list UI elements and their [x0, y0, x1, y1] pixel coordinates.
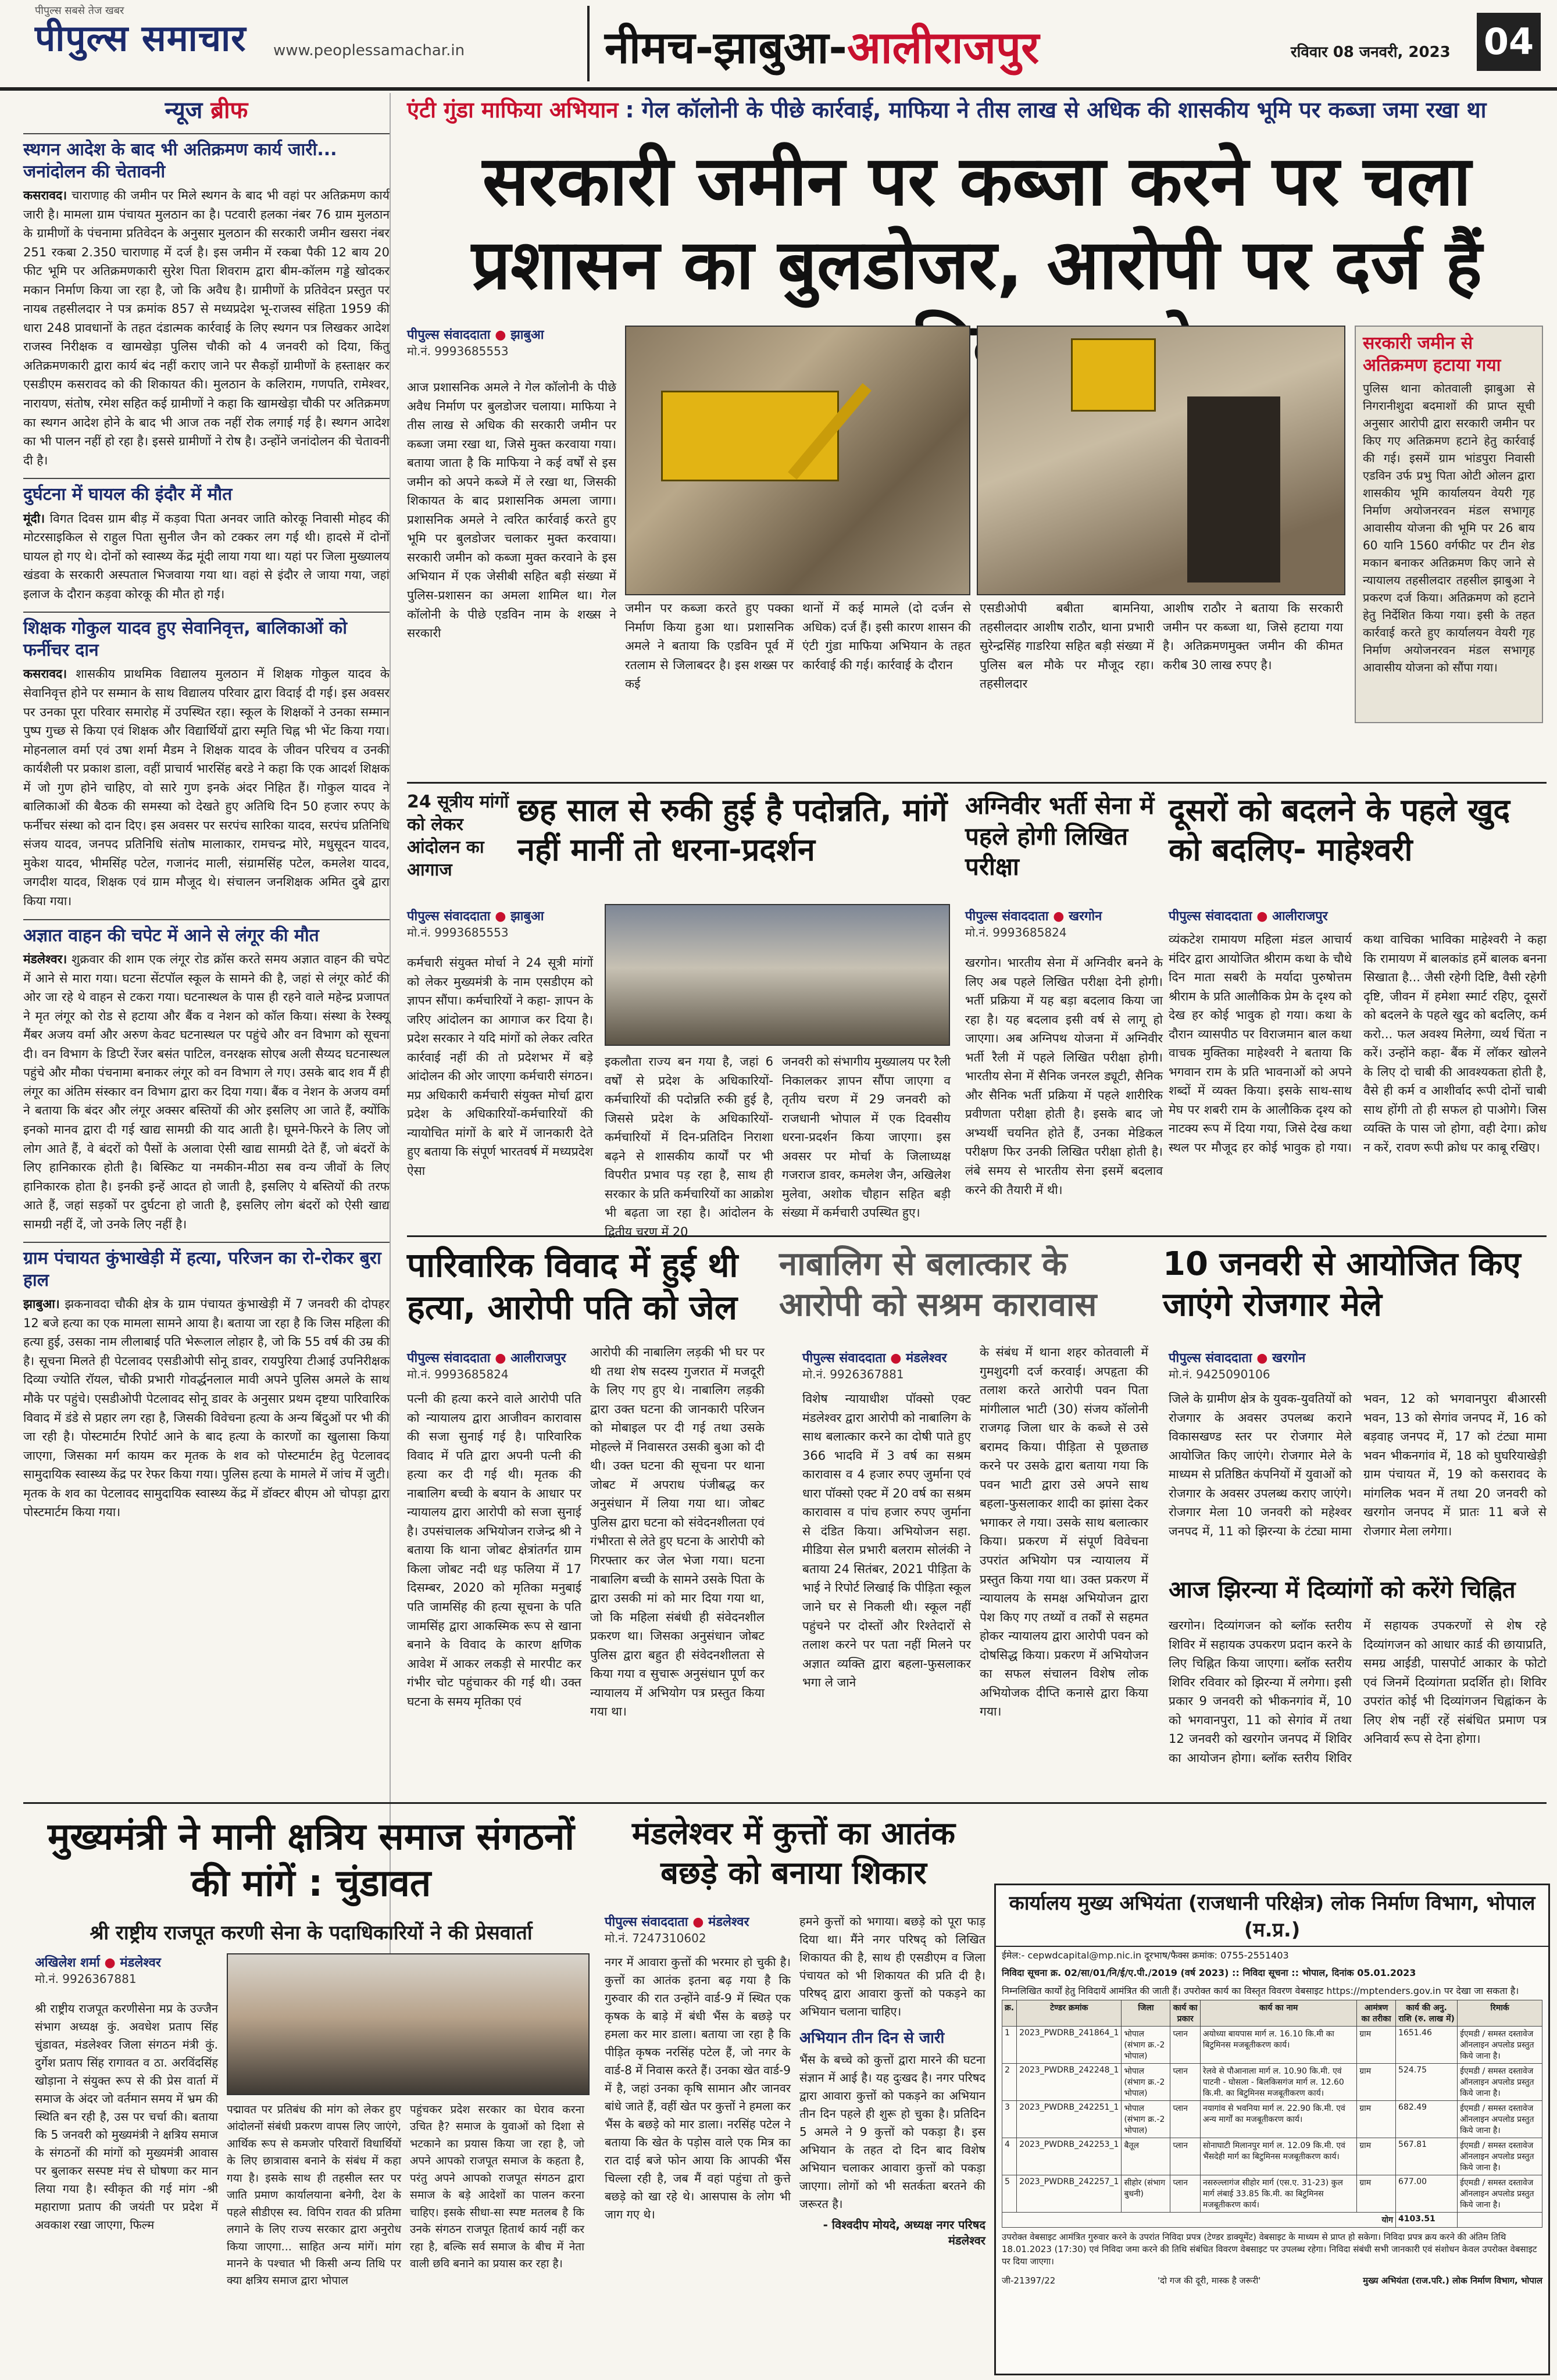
promotion-byline: पीपुल्स संवाददाता ● झाबुआ मो.नं. 9993685553 — [407, 909, 544, 939]
hatya-body-1: पत्नी की हत्या करने वाले आरोपी पति को न्यायालय द्वारा आजीवन कारावास की सजा सुनाई गई है। पारिवारिक विवाद में पति द्वारा अपनी पत्नी की हत्या कर दी गई थी। मृतक की नाबालिग बच्ची के बयान के आधार पर न्यायालय द्वारा आरोपी को सजा सुनाई है। उपसंचालक अभियोजन राजेन्द्र श्री ने बताया कि थाना जोबट क्षेत्रांतर्गत ग्राम किला जोबट नदी धड़ फलिया में 17 दिसम्बर, 2020 को मृतिका मनुबाई पति जामसिंह की हत्या सूचना के पति जामसिंह द्वारा आकस्मिक रूप से खाना बनाने के विवाद के कारण क्षणिक आवेश में आकर लकड़ी से मारपीट कर गंभीर चोट पहुंचाकर की गई थी। उक्त घटना के समय मृतिका एवं — [407, 1392, 581, 1709]
brief-body: विगत दिवस ग्राम बीड़ में कड़वा पिता अनवर जाति कोरकू निवासी मोहद की मोटरसाइकिल से राहुल पिता सुनील जैन को टक्कर लग गई थी। हादसे में दोनों घायल हो गए थे। दोनों को स्वास्थ्य केंद्र मूंदी लाया गया था। यहां पर जिला मुख्यालय खंडवा के सरकारी अस्पताल भिजवाया गया था। वहां से इंदौर ले जाया गया, जहां इलाज के दौरान कड़वा कोरकू की मौत हो गई। — [23, 511, 390, 601]
brief-text — [23, 186, 390, 470]
divider — [407, 1235, 1547, 1237]
tender-contact: ईमेल:- cepwdcapital@mp.nic.in दूरभाष/फैक्स क्रमांक: 0755-2551403 — [1002, 1950, 1289, 1961]
tender-cell: ग्राम — [1357, 2027, 1396, 2064]
tender-cell: ग्राम — [1357, 2064, 1396, 2101]
tender-table-header — [1002, 2000, 1542, 2027]
tender-cell: 1 — [1002, 2027, 1017, 2064]
tender-row — [1002, 2027, 1542, 2064]
website-url[interactable]: www.peoplessamachar.in — [273, 42, 465, 59]
tender-number: निविदा सूचना क्र. 02/सा/01/नि/ई/ए.पी./2019 (वर्ष 2023) :: निविदा सूचना :: भोपाल, दिनांक 05.01.2023 — [1002, 1967, 1416, 1979]
tender-cell: 2023_PWDRB_242251_1 — [1017, 2101, 1122, 2138]
tender-row — [1002, 2064, 1542, 2101]
tender-column-header: कार्य की अनु. राशि (रु. लाख में) — [1396, 2000, 1458, 2027]
maheshwari-byline: पीपुल्स संवाददाता ● आलीराजपुर — [1169, 909, 1328, 924]
brief-heading[interactable]: अज्ञात वाहन की चपेट में आने से लंगूर की मौत — [23, 919, 390, 947]
brief-heading[interactable]: दुर्घटना में घायल की इंदौर में मौत — [23, 478, 390, 506]
tender-cell: अयोध्या बायपास मार्ग ल. 16.10 कि.मी का बिटुमिनस मजबूतीकरण कार्य। — [1200, 2027, 1356, 2064]
brief-list — [23, 133, 390, 1522]
kutte-right-col — [799, 1913, 985, 2248]
byline: पीपुल्स संवाददाता ● झाबुआ — [407, 328, 544, 342]
rojgar-headline[interactable]: 10 जनवरी से आयोजित किए जाएंगे रोजगार मेले — [1163, 1245, 1521, 1324]
tender-cell: ग्राम — [1357, 2101, 1396, 2138]
tender-cell: रेलवे से पौआनाला मार्ग ल. 10.90 कि.मी. एवं पाटनी - घोसला - बिलकिसगंज मार्ग ल. 12.60 कि.मी. का बिटुमिनस मजबूतीकरण कार्य। — [1200, 2064, 1356, 2101]
tender-cell: 682.49 — [1396, 2101, 1458, 2138]
lead-byline-block — [407, 326, 616, 359]
kicker-tag: एंटी गुंडा माफिया अभियान — [407, 97, 619, 123]
agniveer-byline: पीपुल्स संवाददाता ● खरगोन मो.नं. 9993685824 — [965, 909, 1102, 939]
tender-slogan: 'दो गज की दूरी, मास्क है जरूरी' — [1157, 2275, 1261, 2286]
brief-body: शासकीय प्राथमिक विद्यालय मुलठान में शिक्षक गोकुल यादव के सेवानिवृत्त होने पर सम्मान के साथ विद्यालय परिवार द्वारा विदाई दी गई। इस अवसर पर उनका पूरा परिवार समारोह में उपस्थित रहा। स्कूल के शिक्षकों ने उनका सम्मान पुष्प गुच्छ से किया एवं शिक्षक और विद्यार्थियों द्वारा स्मृति चिह्न भी भेंट किया गया। मोहनलाल वर्मा एवं उषा शर्मा मैडम ने शिक्षक यादव के जीवन परिचय व उनकी कार्यशैली पर प्रकाश डाला, वहीं प्राचार्य भारसिंह बरडे ने कहा कि एक आदर्श शिक्षक में जो गुण होने चाहिए, वो सारे गुण इनके अंदर निहित हैं। गोकुल यादव ने बालिकाओं की बैठक की समस्या को देखते हुए अतिथि दिन 50 हजार रुपए के फर्नीचर संस्था को दान दिए। इस अवसर पर सरपंच सारिका यादव, सरपंच प्रतिनिधि संजय यादव, जनपद प्रतिनिधि संतोष मालाकार, रामचन्द्र मोरे, मधुसूदन यादव, मुकेश यादव, भीमसिंह पटेल, गजानंद माली, संग्रामसिंह पटेल, कमलेश यादव, जगदीश यादव, शिक्षक एवं ग्राम मौजूद थे। संचालन जनशिक्षक अमित दुबे द्वारा किया गया। — [23, 667, 390, 908]
lead-kicker — [407, 94, 1547, 135]
tender-cell: ईएमडी / समस्त दस्तावेज ऑनलाइन अपलोड प्रस्तुत किये जाना है। — [1458, 2101, 1542, 2138]
brief-heading[interactable]: ग्राम पंचायत कुंभाखेड़ी में हत्या, परिजन का रो-रोकर बुरा हाल — [23, 1242, 390, 1291]
tender-row — [1002, 2101, 1542, 2138]
tender-column-header: रिमार्क — [1458, 2000, 1542, 2027]
brief-place: कसरावद। — [23, 667, 67, 681]
logo-tagline: पीपुल्स सबसे तेज खबर — [35, 5, 124, 17]
kutte-body-3: भैंस के बच्चे को कुत्तों द्वारा मारने की घटना संज्ञान में आई है। यह दुःखद है। नगर परिषद द्वारा आवारा कुत्तों को पकड़ने का अभियान तीन दिन पहले ही शुरू हो चुका है। प्रतिदिन 5 अमले ने 9 कुत्तों को पकड़ा है। इस अभियान के तहत दो दिन बाद विशेष अभियान चलाकर आवारा कुत्तों को पकड़ा जाएगा। लोगों को भी सतर्कता बरतने की जरूरत है। — [799, 2053, 985, 2211]
hatya-headline[interactable]: पारिवारिक विवाद में हुई थी हत्या, आरोपी पति को जेल — [407, 1245, 738, 1327]
brief-place: झाबुआ। — [23, 1297, 60, 1311]
hatya-byline: पीपुल्स संवाददाता ● आलीराजपुर मो.नं. 9993685824 — [407, 1351, 566, 1381]
promotion-body-3: जनवरी को संभागीय मुख्यालय पर रैली निकालकर ज्ञापन सौंपा जाएगा व तृतीय चरण में 29 जनवरी को राजधानी भोपाल में एक दिवसीय धरना-प्रदर्शन किया जाएगा। इस अवसर पर मोर्चा के जिलाध्यक्ष गजराज डावर, कमलेश जैन, अखिलेश मुलेवा, अशोक चौहान सहित बड़ी संख्या में कर्मचारी उपस्थित हुए। — [782, 1055, 951, 1220]
sidebox-text: पुलिस थाना कोतवाली झाबुआ से निगरानीशुदा बदमाशों की प्राप्त सूची अनुसार आरोपी द्वारा सरकारी जमीन पर किए गए अतिक्रमण हटाने हेतु कार्रवाई की गई। इसमें ग्राम भांडपुरा निवासी एडविन उर्फ प्रभु पिता ओटी ओलन द्वारा शासकीय भूमि कार्यालयन वेयरी गृह निर्माण अयोजनरवन मंडल सभागृह आवासीय योजना की भूमि पर 26 बाय 60 यानि 1560 वर्गफीट पर टीन शेड मकान बनाकर अतिक्रमण किए जाने से न्यायालय तहसीलदार तहसील झाबुआ ने प्रकरण दर्ज किया। अतिक्रमण को हटाने हेतु निर्देशित किया गया। इसी के तहत कार्रवाई करते हुए कार्यालयन वेयरी गृह निर्माण अयोजनरवन मंडल सभागृह आवासीय योजना को सौंपा गया। — [1363, 381, 1535, 674]
brief-text — [23, 664, 390, 910]
lead-sidebox — [1355, 326, 1543, 723]
tender-notice — [994, 1884, 1550, 2375]
brief-body: झकनावदा चौकी क्षेत्र के ग्राम पंचायत कुंभाखेड़ी में 7 जनवरी की दोपहर 12 बजे हत्या का एक मामला सामने आया है। बताया जा रहा है कि जिस महिला की हत्या हुई, उसका नाम लीलाबाई पति भेरूलाल लोहार है, जो कि 55 वर्ष की उम्र की है। सूचना मिलते ही पेटलावद एसडीओपी सोनू डावर, रायपुरिया टीआई उपनिरीक्षक दिव्या ज्योति रॉयल, चौकी प्रभारी गोवर्द्धनलाल मावी अपने पुलिस अमले के साथ मौके पर पहुंचे। एसडीओपी पेटलावद सोनू डावर के अनुसार प्रथम दृष्टया पारिवारिक विवाद में डंडे से प्रहार लग रहा है, जिसकी विवेचना हत्या के अन्य बिंदुओं पर भी की जा रही है। पोस्टमार्टम रिपोर्ट आने के बाद हत्या के कारणों का खुलासा किया जाएगा, जिसका मर्ग कायम कर मृतक के शव को पोस्टमार्टम हेतु पेटलावद सामुदायिक स्वास्थ्य केंद्र पर रेफर किया गया। पुलिस हत्या के मामले में जांच में जुटी। मृतक के शव का पेटलावद सामुदायिक स्वास्थ्य केंद्र में डॉक्टर बीएम ओ चोपड़ा द्वारा पोस्टमार्टम किया गया। — [23, 1297, 390, 1520]
tender-cell: 4 — [1002, 2138, 1017, 2175]
tender-cell: सीहोर (संभाग बुधनी) — [1122, 2175, 1170, 2213]
promotion-body-1: कर्मचारी संयुक्त मोर्चा ने 24 सूत्री मांगों को लेकर मुख्यमंत्री के नाम एसडीएम को ज्ञापन सौंपा। कर्मचारियों ने कहा- ज्ञापन के जरिए आंदोलन का आगाज कर दिया है। प्रदेश सरकार ने यदि मांगों को लेकर त्वरित कार्रवाई नहीं की तो प्रदेशभर में बड़े आंदोलन की ओर जाएगा कर्मचारी संगठन। मप्र अधिकारी कर्मचारी संयुक्त मोर्चा द्वारा प्रदेश के अधिकारियों-कर्मचारियों की न्यायोचित मांगों के बारे में जानकारी देते हुए बताया कि संपूर्ण भारतवर्ष में मध्यप्रदेश ऐसा — [407, 956, 593, 1178]
karni-subhead: श्री राष्ट्रीय राजपूत करणी सेना के पदाधिकारियों ने की प्रेसवार्ता — [90, 1921, 533, 1945]
brief-text — [23, 509, 390, 604]
maheshwari-body: व्यंकटेश रामायण महिला मंडल आचार्य मंदिर द्वारा आयोजित श्रीराम कथा के चौथे दिन माता सबरी के मर्यादा पुरुषोत्तम श्रीराम के प्रति आलौकिक प्रेम के दृश्य को देख हर कोई भावुक हो गया। कथा के दौरान व्यासपीठ पर विराजमान बाल कथा वाचक मुक्तिका माहेश्वरी ने बताया कि भगवान राम के प्रति भावनाओं को अपने शब्दों में व्यक्त किया। इसके साथ-साथ मेघ पर शबरी राम के आलौकिक दृश्य को नाटक्य रूप में दिया गया, जिसे देख कथा स्थल पर मौजूद हर कोई भावुक हो गया। कथा वाचिका भाविका माहेश्वरी ने कहा कि रामायण में बालकांड हमें बालक बनना सिखाता है... जैसी रहेगी दिष्टि, वैसी रहेगी दृष्टि, जीवन में हमेशा स्मार्ट रहिए, दूसरों को बदलने के पहले खुद को बदलिए, कर्म करो... फल अवश्य मिलेगा, व्यर्थ चिंता न करें। उन्होंने कहा- बैंक में लॉकर खोलने के लिए दो चाबी की आवश्यकता होती है, वैसे ही कर्म व आशीर्वाद रूपी दोनों चाबी साथ होंगी तो ही सफल हो पाओगे। जिस व्यक्ति के पास जो होगा, वही देगा। क्रोध न करें, रावण रूपी क्रोध पर काबू रखिए। — [1169, 932, 1547, 1155]
lead-body: आज प्रशासनिक अमले ने गेल कॉलोनी के पीछे अवैध निर्माण पर बुलडोजर चलाया। माफिया ने तीस लाख से अधिक की सरकारी जमीन पर कब्जा जमा रखा था, जिसे मुक्त करवाया गया। बताया जाता है कि माफिया ने कई वर्षों से इस जमीन को अपने कब्जे में ले रखा था, जिसकी शिकायत के बाद प्रशासनिक अमला जागा। प्रशासनिक अमले ने त्वरित कार्रवाई करते हुए भूमि पर बुलडोजर चलाकर मुक्त करवाया। सरकारी जमीन को कब्जा मुक्त करवाने के इस अभियान में एक जेसीबी सहित बड़ी संख्या में पुलिस-प्रशासन का अमला शामिल था। गेल कॉलोनी के पीछे एडविन नाम के शख्स ने सरकारी — [407, 380, 616, 641]
brief-place: मंडलेश्वर। — [23, 952, 67, 967]
nabalig-body-1: विशेष न्यायाधीश पॉक्सो एक्ट मंडलेश्वर द्वारा आरोपी को नाबालिग के साथ बलात्कार करने का दोषी पाते हुए 366 भादवि में 3 वर्ष का सश्रम कारावास व 4 हजार रुपए जुर्माना एवं धारा पॉक्सो एक्ट में 20 वर्ष का सश्रम कारावास व पांच हजार रुपए जुर्माना से दंडित किया। अभियोजन सहा. मीडिया सेल प्रभारी बलराम सोलंकी ने बताया 24 सितंबर, 2021 पीड़िता के भाई ने रिपोर्ट लिखाई कि पीड़िता स्कूल जाने घर से निकली थी। स्कूल नहीं पहुंचने पर दोस्तों और रिश्तेदारों से तलाश करने पर पता नहीं मिलने पर अज्ञात व्यक्ति द्वारा बहला-फुसलाकर भगा ले जाने — [802, 1392, 971, 1690]
tender-cell: प्लान — [1170, 2175, 1200, 2213]
brief-place: कसरावद। — [23, 188, 67, 202]
brief-body: चाराणाह की जमीन पर मिले स्थगन के बाद भी वहां पर अतिक्रमण कार्य जारी है। मामला ग्राम पंचायत मुलठान का है। पटवारी हलका नंबर 76 ग्राम मुलठान के ग्रामीणों के पंचनामा प्रतिवेदन के अनुसार मुलठान की सरकारी जमीन खसरा नंबर 251 रकबा 2.350 चाराणाह में दर्ज है। इस जमीन में रकबा पैकी 12 बाय 20 फीट भूमि पर अतिक्रमणकारी सुरेश पिता शिवराम द्वारा बीम-कॉलम गड्डे खोदकर मकान निर्माण किया जा रहा है, जो कि अवैध है। ग्रामीणों के प्रतिवेदन प्रस्तुत पर नायब तहसीलदार ने पत्र क्रमांक 857 से मध्यप्रदेश भू-राजस्व संहिता 1959 की धारा 248 प्रावधानों के तहत दंडात्मक कार्रवाई के लिए स्थगन पत्र लिखकर आदेश राजस्व निरीक्षक व खामखेड़ा पुलिस चौकी को 4 जनवरी को दिया, किंतु अतिक्रमणकारी द्वारा कार्य बंद नहीं कराए जाने पर सैकड़ों ग्रामीणों के हस्ताक्षर कर एसडीएम कसरावद को की शिकायत की। मुलठान के कलिराम, गणपति, रामेश्वर, नारायण, संतोष, रमेश सहित कई ग्रामीणों ने कहा कि खामखेड़ा चौकी पर अतिक्रमण का स्थगन आदेश होने के बाद भी आज तक नहीं रोक लगाई गई है। स्थगन आदेश का भी पालन नहीं हो रहा है। इससे ग्रामीणों ने रोष है। उन्होंने जनांदोलन की चेतावनी दी है। — [23, 188, 390, 467]
tender-cell: भोपाल (संभाग क्र.-2 भोपाल) — [1122, 2101, 1170, 2138]
kutte-quote-by: - विश्वदीप मोयदे, अध्यक्ष नगर परिषद मंडलेश्वर — [823, 2218, 985, 2247]
nabalig-body-2: के संबंध में थाना शहर कोतवाली में गुमशुदगी दर्ज करवाई। अपहृता की तलाश करते आरोपी पवन पिता मांगीलाल भाटी (30) संजय कॉलोनी राजगढ़ जिला धार के कब्जे से उसे बरामद किया। पीड़िता से पूछताछ करने पर उसके द्वारा बताया गया कि पवन भाटी द्वारा उसे अपने साथ बहला-फुसलाकर शादी का झांसा देकर भगाकर ले गया। उसके साथ बलात्कार किया। प्रकरण में संपूर्ण विवेचना उपरांत अभियोग पत्र न्यायालय में प्रस्तुत किया गया था। उक्त प्रकरण में न्यायालय के समक्ष अभियोजन द्वारा पेश किए गए तथ्यों व तर्कों से सहमत होकर न्यायालय द्वारा आरोपी पवन को दोषसिद्ध किया। प्रकरण में अभियोजन का सफल संचालन विशेष लोक अभियोजक दीप्ति कनासे द्वारा किया गया। — [980, 1345, 1148, 1719]
dateline: रविवार 08 जनवरी, 2023 — [1291, 44, 1451, 61]
bulldozer-photo — [625, 326, 970, 595]
tender-cell: ईएमडी / समस्त दस्तावेज ऑनलाइन अपलोड प्रस्तुत किये जाना है। — [1458, 2027, 1542, 2064]
masthead — [0, 0, 1557, 91]
sidebox-heading: सरकारी जमीन से अतिक्रमण हटाया गया — [1363, 333, 1501, 376]
nabalig-headline[interactable]: नाबालिग से बलात्कार के आरोपी को सश्रम कारावास — [779, 1245, 1097, 1324]
demolition-photo — [977, 326, 1345, 595]
maheshwari-headline[interactable]: दूसरों को बदलने के पहले खुद को बदलिए- माहेश्वरी — [1169, 792, 1510, 868]
kutte-byline: पीपुल्स संवाददाता ● मंडलेश्वर मो.नं. 7247310602 — [605, 1915, 749, 1945]
agniveer-headline[interactable]: अग्निवीर भर्ती सेना में पहले होगी लिखित परीक्षा — [965, 791, 1155, 881]
lead-caption-4: आशीष राठौर ने बताया कि सरकारी जमीन पर कब्जा था, जिसे हटाया गया है। अतिक्रमणमुक्त जमीन की कीमत करीब 30 लाख रुपए है। — [1163, 601, 1343, 672]
tender-cell: 2 — [1002, 2064, 1017, 2101]
protest-photo — [605, 904, 950, 1046]
tender-cell: 5 — [1002, 2175, 1017, 2213]
lead-caption-3: एसडीओपी बबीता बामनिया, तहसीलदार आशीष राठौर, थाना प्रभारी सुरेन्द्रसिंह गाडरिया सहित बड़ी संख्या में पुलिस बल मौके पर मौजूद रहा। तहसीलदार — [980, 601, 1154, 691]
karni-body-2: पद्मावत पर प्रतिबंध की मांग को लेकर हुए आंदोलनों संबंधी प्रकरण वापस लिए जाएंगे, आर्थिक रूप से कमजोर परिवारों विधार्थियों के लिए छात्रावास बनाने के संबंध में कहा गया है। इसके साथ ही तहसील स्तर पर जाति प्रमाण कार्यालयाना बनेगी, देश के पहले सीडीएस स्व. विपिन रावत की प्रतिमा लगाने के लिए राज्य सरकार द्वारा अनुरोध किया जाएगा... साहित अन्य मांगें। मांग मानने के पश्चात भी किसी अन्य तिथि पर क्या क्षत्रिय समाज द्वारा भोपाल — [227, 2103, 401, 2288]
tender-cell: 2023_PWDRB_241864_1 — [1017, 2027, 1122, 2064]
promotion-headline[interactable]: छह साल से रुकी हुई है पदोन्नति, मांगें नहीं मानीं तो धरना-प्रदर्शन — [517, 792, 948, 868]
tender-cell: 3 — [1002, 2101, 1017, 2138]
brief-text — [23, 950, 390, 1234]
rojgar-byline: पीपुल्स संवाददाता ● खरगोन मो.नं. 9425090106 — [1169, 1351, 1306, 1381]
tender-column-header: टेण्डर क्रमांक — [1017, 2000, 1122, 2027]
brief-body: शुक्रवार की शाम एक लंगूर रोड क्रॉस करते समय अज्ञात वाहन की चपेट में आने से मारा गया। घटना सेंटपॉल स्कूल के सामने की है, जहां से लंगूर कोर्ट की ओर जा रहे थे वाहन से टकरा गया। घटनास्थल के पास ही रहने वाले महेन्द्र प्रजापत ने मृत लंगूर को रोड से हटाया और बैंक व नेशन को कॉल किया। संस्था के रेस्क्यू मैंबर अजय वर्मा और अरुण केवट घटनास्थल पर पहुंचे और वन विभाग को सूचना दी। वन विभाग के डिप्टी रेंजर बसंत पाटिल, वनरक्षक सोएब अली सैय्यद घटनास्थल पहुंचे और मौका पंचनामा बनाकर लंगूर को वन विभाग ले गए। उसके बाद शव मैं ही लंगूर का अंतिम संस्कार वन विभाग द्वारा कर दिया गया। बैंक व नेशन के अजय वर्मा ने बताया कि बंदर और लंगूर अक्सर बस्तियों की ओर इसलिए आ जाते हैं, क्योंकि इनको मानव द्वारा दी गई खाद्य सामग्री की याद आती है। घूमने-फिरने के लिए जो लोग आते हैं, वे बंदरों को पैसों के अलावा ऐसी खाद्य सामग्री देते हैं, जो बंदरों के लिए हानिकारक होती है। बिस्किट या नमकीन-मीठा सब वन्य जीवों के लिए हानिकारक होता है। इनकी इन्हें आदत हो जाती है, इसलिए ये बस्तियों की तरफ आते हैं, जहां सड़कों पर दुर्घटना हो जाती है, इसलिए लोग बंदरों को ऐसी खाद्य सामग्री नहीं दें, जो उनके लिए नहीं है। — [23, 952, 390, 1231]
tender-cell: प्लान — [1170, 2101, 1200, 2138]
tender-heading: कार्यालय मुख्य अभियंता (राजधानी परिक्षेत्र) लोक निर्माण विभाग, भोपाल (म.प्र.) — [996, 1885, 1548, 1947]
tender-sign-row — [996, 2271, 1548, 2290]
tender-column-header: कार्य का प्रकार — [1170, 2000, 1200, 2027]
divider — [23, 1802, 1547, 1804]
tender-cell: 2023_PWDRB_242248_1 — [1017, 2064, 1122, 2101]
tender-footnote: उपरोक्त वेबसाइट आमंत्रित गुरुवार करने के उपरांत निविदा प्रपत्र (टेण्डर डाक्यूमेंट) वेबसाइट के माध्यम से प्राप्त हो सकेगा। निविदा प्रपत्र क्रय करने की अंतिम तिथि 18.01.2023 (17:30) एवं निविदा जमा करने की तिथि संबंधित विवरण वेबसाइट पर उपलब्ध रहेगा। निविदा संबंधी सभी जानकारी एवं संशोधन केवल उपरोक्त वेबसाइट पर दिया जाएगा। — [1002, 2232, 1537, 2267]
kutte-subhead: अभियान तीन दिन से जारी — [799, 2029, 945, 2047]
tender-cell: ईएमडी / समस्त दस्तावेज ऑनलाइन अपलोड प्रस्तुत किये जाना है। — [1458, 2064, 1542, 2101]
kutte-body-2: हमने कुत्तों को भगाया। बछड़े को पूरा फाड़ दिया था। मैंने नगर परिषद् को लिखित शिकायत की है, साथ ही एसडीएम व जिला पंचायत को भी शिकायत की प्रति दी है। परिषद् द्वारा आवारा कुत्तों को पकड़ने का अभियान चलाना चाहिए। — [799, 1914, 985, 2018]
tender-cell: 524.75 — [1396, 2064, 1458, 2101]
tender-cell: 567.81 — [1396, 2138, 1458, 2175]
tender-cell: प्लान — [1170, 2064, 1200, 2101]
lead-caption-1: जमीन पर कब्जा करते हुए पक्का निर्माण किया हुआ था। प्रशासनिक अमले ने बताया कि एडविन पूर्व में रतलाम से जिलाबदर है। इस शख्स पर कई — [625, 601, 794, 691]
hatya-body-2: आरोपी की नाबालिग लड़की भी घर पर थी तथा शेष सदस्य गुजरात में मजदूरी के लिए गए हुए थे। नाबालिग लड़की द्वारा उक्त घटना की जानकारी परिजन को मोबाइल पर दी गई तथा उसके मोहल्ले में निवासरत उसकी बुआ को दी थी। उक्त घटना की सूचना पर थाना जोबट में अपराध पंजीबद्ध कर अनुसंधान में लिया गया था। जोबट पुलिस द्वारा घटना को संवेदनशीलता एवं गंभीरता से लेते हुए घटना के आरोपी को गिरफ्तार कर जेल भेजा गया। घटना नाबालिग बच्ची के सामने उसके पिता के द्वारा उसकी मां को मार दिया गया था, जो कि महिला संबंधी ही संवेदनशील प्रकरण था। जिसका अनुसंधान जोबट पुलिस द्वारा बहुत ही संवेदनशीलता से किया गया व सुचारू अनुसंधान पूर्ण कर न्यायालय में अभियोग पत्र प्रस्तुत किया गया था। — [590, 1345, 765, 1719]
nabalig-byline: पीपुल्स संवाददाता ● मंडलेश्वर मो.नं. 9926367881 — [802, 1351, 947, 1381]
tender-code: जी-21397/22 — [1002, 2275, 1056, 2286]
tender-column-header: क्र. — [1002, 2000, 1017, 2027]
brief-text — [23, 1295, 390, 1522]
tender-intro: निम्नलिखित कार्यों हेतु निविदायें आमंत्रित की जाती हैं। उपरोक्त कार्य का विस्तृत विवरण वेबसाइट https://mptenders.gov.in पर देखा जा सकता है। — [1002, 1985, 1519, 1996]
tender-column-header: जिला — [1122, 2000, 1170, 2027]
tender-cell: प्लान — [1170, 2027, 1200, 2064]
tender-row — [1002, 2175, 1542, 2213]
divider — [407, 782, 1547, 784]
karni-body-3: पहुंचकर प्रदेश सरकार का घेराव करना उचित है? समाज के युवाओं को दिशा से भटकाने का प्रयास किया जा रहा है, जो अपने आपको राजपूत समाज के कहता है, परंतु अपने आपको राजपूत संगठन द्वारा समाज के बड़े आदेशों का पालन करना चाहिए। इसके सीधा-सा स्पष्ट मतलब है कि उनके संगठन राजपूत हितार्थ कार्य नहीं कर रहा है, बल्कि सर्व समाज के बीच में नेता वाली छवि बनाने का प्रयास कर रहा है। — [410, 2103, 584, 2270]
district-title: नीमच-झाबुआ-आलीराजपुर — [605, 22, 1040, 73]
brief-heading[interactable]: शिक्षक गोकुल यादव हुए सेवानिवृत्त, बालिकाओं को फर्नीचर दान — [23, 612, 390, 661]
tender-cell: नसरुल्लागंज सीहोर मार्ग (एस.ए. 31-23) कुल मार्ग लंबाई 33.85 कि.मी. का बिटुमिनस मजबूतीकरण कार्य। — [1200, 2175, 1356, 2213]
kutte-body-1: नगर में आवारा कुत्तों की भरमार हो चुकी है। कुत्तों का आतंक इतना बढ़ गया है कि गुरुवार की रात उन्होंने वार्ड-9 में स्थित एक कृषक के बाड़े में बंधी भैंस के बछड़े पर हमला कर मार डाला। बताया जा रहा है कि पीड़ित कृषक नरसिंह पटेल हैं, जो नगर के वार्ड-8 में निवास करते हैं। उनका खेत वार्ड-9 में है, जहां उनका कृषि सामान और जानवर बांधे जाते हैं, वहीं खेत पर कुत्तों ने हमला कर भैंस के बछड़े को मार डाला। नरसिंह पटेल ने बताया कि खेत के पड़ोस वाले एक मित्र का रात दाई बजे फोन आया कि आपकी भैंस चिल्ला रही है, जब मैं वहां पहुंचा तो कुत्ते बछड़े को खा रहे थे। आसपास के लोग भी जाग गए थे। — [605, 1955, 791, 2221]
agniveer-body: खरगोन। भारतीय सेना में अग्निवीर बनने के लिए अब पहले लिखित परीक्षा देनी होगी। भर्ती प्रक्रिया में यह बड़ा बदलाव किया जा रहा है। यह बदलाव इसी वर्ष से लागू हो जाएगा। अब अग्निपथ योजना में अग्निवीर भर्ती रैली में पहले लिखित परीक्षा होगी। भारतीय सेना में सैनिक जनरल ड्यूटी, सैनिक और सैनिक भर्ती प्रक्रिया में पहले शारीरिक प्रवीणता परीक्षा होती है। इसके बाद जो अभ्यर्थी चयनित होते हैं, उनका मेडिकल परीक्षण फिर उनकी लिखित परीक्षा होती है। लंबे समय से भारतीय सेना इसमें बदलाव करने की तैयारी में थी। — [965, 956, 1163, 1197]
tender-cell: सोनाघाटी मिलानपुर मार्ग ल. 12.09 कि.मी. एवं भैंसदेही मार्ग का बिटुमिनस मजबूतीकरण कार्य। — [1200, 2138, 1356, 2175]
kicker-text: : गेल कॉलोनी के पीछे कार्रवाई, माफिया ने तीस लाख से अधिक की शासकीय भूमि पर कब्जा जमा रखा था — [625, 97, 1487, 123]
rojgar-body: जिले के ग्रामीण क्षेत्र के युवक-युवतियों को रोजगार के अवसर उपलब्ध कराने विकासखण्ड स्तर पर रोजगार मेले आयोजित किए जाएंगे। रोजगार मेले के माध्यम से प्रतिष्ठित कंपनियों में युवाओं को रोजगार के अवसर उपलब्ध कराए जाएंगे। रोजगार मेला 10 जनवरी को महेश्वर जनपद में, 11 को झिरन्या के टंट्या मामा भवन, 12 को भगवानपुरा बीआरसी भवन, 13 को सेगांव जनपद में, 16 को बड़वाह जनपद में, 17 को टंट्या मामा भवन भीकनगांव में, 18 को घुघरियाखेड़ी ग्राम पंचायत में, 19 को कसरावद के मांगलिक भवन में तथा 20 जनवरी को खरगोन जनपद में प्रातः 11 बजे से रोजगार मेला लगेगा। — [1169, 1392, 1547, 1538]
news-brief-column — [23, 93, 391, 2081]
tender-column-header: आमंत्रण का तरीका — [1357, 2000, 1396, 2027]
tender-column-header: कार्य का नाम — [1200, 2000, 1356, 2027]
karni-headline[interactable]: मुख्यमंत्री ने मानी क्षत्रिय समाज संगठनों की मांगें : चुंडावत — [48, 1816, 574, 1905]
tender-cell: ग्राम — [1357, 2175, 1396, 2213]
tender-cell: नयागांव से भवनिया मार्ग ल. 22.90 कि.मी. एवं अन्य मार्गों का मजबूतीकरण कार्य। — [1200, 2101, 1356, 2138]
tender-cell: भोपाल (संभाग क्र.-2 भोपाल) — [1122, 2027, 1170, 2064]
tender-cell: भोपाल (संभाग क्र.-2 भोपाल) — [1122, 2064, 1170, 2101]
promotion-body-2: इकलौता राज्य बन गया है, जहां 6 वर्षों से प्रदेश के अधिकारियों-कर्मचारियों की पदोन्नति रुकी हुई है, जिससे प्रदेश के अधिकारियों-कर्मचारियों में दिन-प्रतिदिन निराशा बढ़ने से शासकीय कार्यों पर भी विपरीत प्रभाव पड़ रहा है, साथ ही सरकार के प्रति कर्मचारियों का आक्रोश भी बढ़ता जा रहा है। आंदोलन के द्वितीय चरण में 20 — [605, 1055, 773, 1239]
page-number: 04 — [1477, 13, 1541, 71]
tender-cell: 2023_PWDRB_242257_1 — [1017, 2175, 1122, 2213]
tender-total-row: योग 4103.51 — [1002, 2213, 1542, 2228]
divyang-body: खरगोन। दिव्यांगजन को ब्लॉक स्तरीय शिविर में सहायक उपकरण प्रदान करने के लिए चिह्नित किया जाएगा। ब्लॉक स्तरीय शिविर रविवार को झिरन्या में लगेगा। इसी प्रकार 9 जनवरी को भीकनगांव में, 10 को भगवानपुरा, 11 को सेगांव में तथा 12 जनवरी को खरगोन जनपद में शिविर का आयोजन होगा। ब्लॉक स्तरीय शिविर में सहायक उपकरणों से शेष रहे दिव्यांगजन को आधार कार्ड की छायाप्रति, समग्र आईडी, पासपोर्ट आकार के फोटो एवं जिनमें दिव्यांगता प्रदर्शित हो। शिविर उपरांत कोई भी दिव्यांगजन चिह्नांकन के लिए शेष नहीं रहें संबंधित प्रमाण पत्र अनिवार्य रूप से देना होगा। — [1169, 1618, 1547, 1765]
tender-signature: मुख्य अभियंता (राज.परि.) लोक निर्माण विभाग, भोपाल — [1363, 2275, 1542, 2286]
brief-place: मूंदी। — [23, 511, 45, 526]
mobile-number: मो.नं. 9993685553 — [407, 344, 509, 358]
tender-cell: प्लान — [1170, 2138, 1200, 2175]
tender-cell: ईएमडी / समस्त दस्तावेज ऑनलाइन अपलोड प्रस्तुत किये जाना है। — [1458, 2175, 1542, 2213]
karni-body-1: श्री राष्ट्रीय राजपूत करणीसेना मप्र के उज्जैन संभाग अध्यक्ष कुं. अवधेश प्रताप सिंह चुंडावत, मंडलेश्वर जिला संगठन मंत्री कुं. दुर्गेश प्रताप सिंह रागावत व ठा. अरविंदसिंह खोड़ाना ने संयुक्त रूप से की प्रेस वार्ता में समाज के अंदर जो वर्तमान समय में भ्रम की स्थिति बन रही है, उस पर चर्चा की। बताया कि 5 जनवरी को मुख्यमंत्री ने क्षत्रिय समाज के संगठनों की मांगों को मुख्यमंत्री आवास पर बुलाकर सस्पष्ट मंच से घोषणा कर मान लिया गया है। स्वीकृत की गई मांग -श्री महाराणा प्रताप की जयंती पर प्रदेश में अवकाश रखा जाएगा, फिल्म — [35, 2002, 218, 2232]
promotion-kicker: 24 सूत्रीय मांगों को लेकर आंदोलन का आगाज — [407, 792, 509, 880]
press-conference-photo — [227, 1953, 590, 2095]
brief-heading[interactable]: स्थगन आदेश के बाद भी अतिक्रमण कार्य जारी... जनांदोलन की चेतावनी — [23, 133, 390, 183]
tender-cell: बैतूल — [1122, 2138, 1170, 2175]
tender-table — [1002, 2000, 1542, 2228]
tender-cell: ईएमडी / समस्त दस्तावेज ऑनलाइन अपलोड प्रस्तुत किये जाना है। — [1458, 2138, 1542, 2175]
district-highlight: आलीराजपुर — [847, 22, 1040, 73]
divyang-headline[interactable]: आज झिरन्या में दिव्यांगों को करेंगे चिह्नित — [1169, 1577, 1516, 1603]
lead-caption-2: थानों में कई मामले (दो दर्जन से अधिक) दर्ज हैं। इसी कारण शासन की एंटी गुंडा माफिया अभियान के तहत कार्रवाई की गई। कार्रवाई के दौरान — [802, 601, 971, 672]
person-silhouette — [1187, 396, 1280, 583]
tender-cell: 677.00 — [1396, 2175, 1458, 2213]
tender-row — [1002, 2138, 1542, 2175]
kutte-headline[interactable]: मंडलेश्वर में कुत्तों का आतंक बछड़े को बनाया शिकार — [631, 1815, 955, 1891]
karni-byline: अखिलेश शर्मा ● मंडलेश्वर मो.नं. 9926367881 — [35, 1956, 161, 1986]
tender-cell: 2023_PWDRB_242253_1 — [1017, 2138, 1122, 2175]
jcb-shape — [1071, 338, 1156, 412]
tender-cell: 1651.46 — [1396, 2027, 1458, 2064]
newspaper-logo[interactable]: पीपुल्स समाचार — [35, 17, 247, 59]
bulldozer-shape — [661, 391, 839, 481]
lead-headline[interactable]: सरकारी जमीन पर कब्जा करने पर चला प्रशासन का बुलडोजर, आरोपी पर दर्ज हैं — [472, 141, 1482, 305]
tender-cell: ग्राम — [1357, 2138, 1396, 2175]
news-brief-title: न्यूज ब्रीफ — [165, 97, 248, 124]
